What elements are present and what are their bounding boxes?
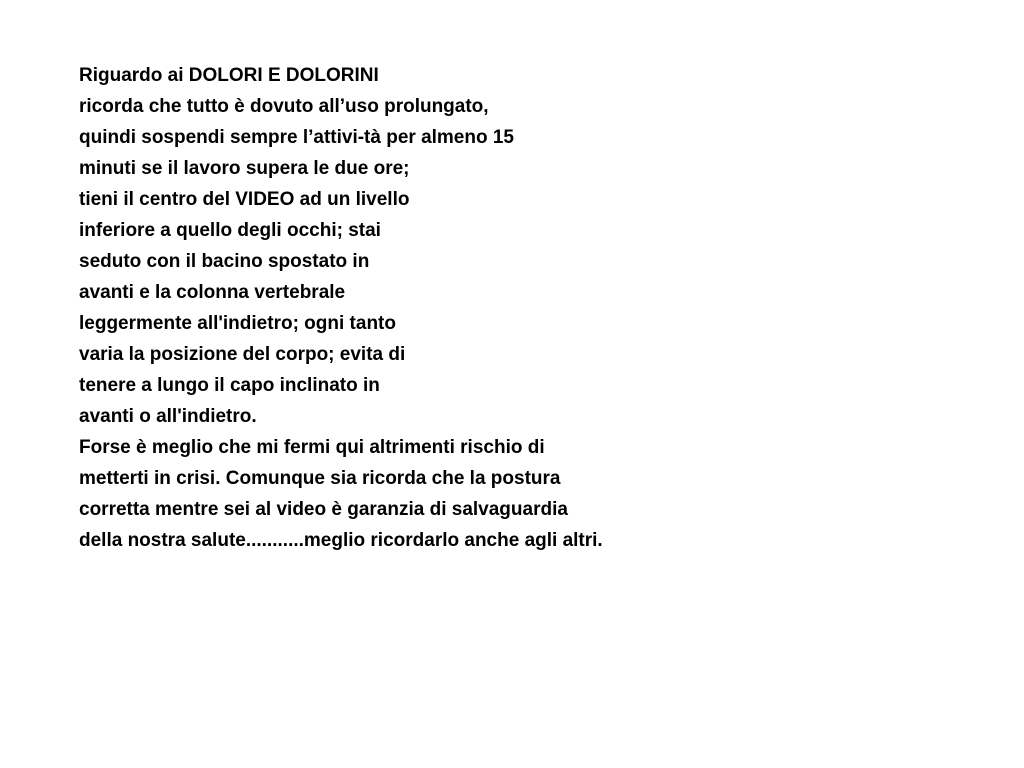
text-line: Forse è meglio che mi fermi qui altrimenti rischio di [79,437,545,458]
text-line: leggermente all'indietro; ogni tanto [79,313,396,334]
text-line: tieni il centro del VIDEO ad un livello [79,189,410,210]
text-line: ricorda che tutto è dovuto all’uso prolungato, [79,96,489,117]
text-line: seduto con il bacino spostato in [79,251,370,272]
text-line: Riguardo ai DOLORI E DOLORINI [79,65,379,86]
text-line: avanti e la colonna vertebrale [79,282,346,303]
text-line: tenere a lungo il capo inclinato in [79,375,380,396]
text-line: varia la posizione del corpo; evita di [79,344,406,365]
text-line: quindi sospendi sempre l’attivi-tà per almeno 15 [79,127,514,148]
text-line: minuti se il lavoro supera le due ore; [79,158,410,179]
text-line: metterti in crisi. Comunque sia ricorda che la postura [79,468,561,489]
text-line: avanti o all'indietro. [79,406,257,427]
text-line: della nostra salute...........meglio ricordarlo anche agli altri. [79,530,603,551]
text-line: inferiore a quello degli occhi; stai [79,220,381,241]
text-line: corretta mentre sei al video è garanzia di salvaguardia [79,499,568,520]
body-text [79,60,979,556]
